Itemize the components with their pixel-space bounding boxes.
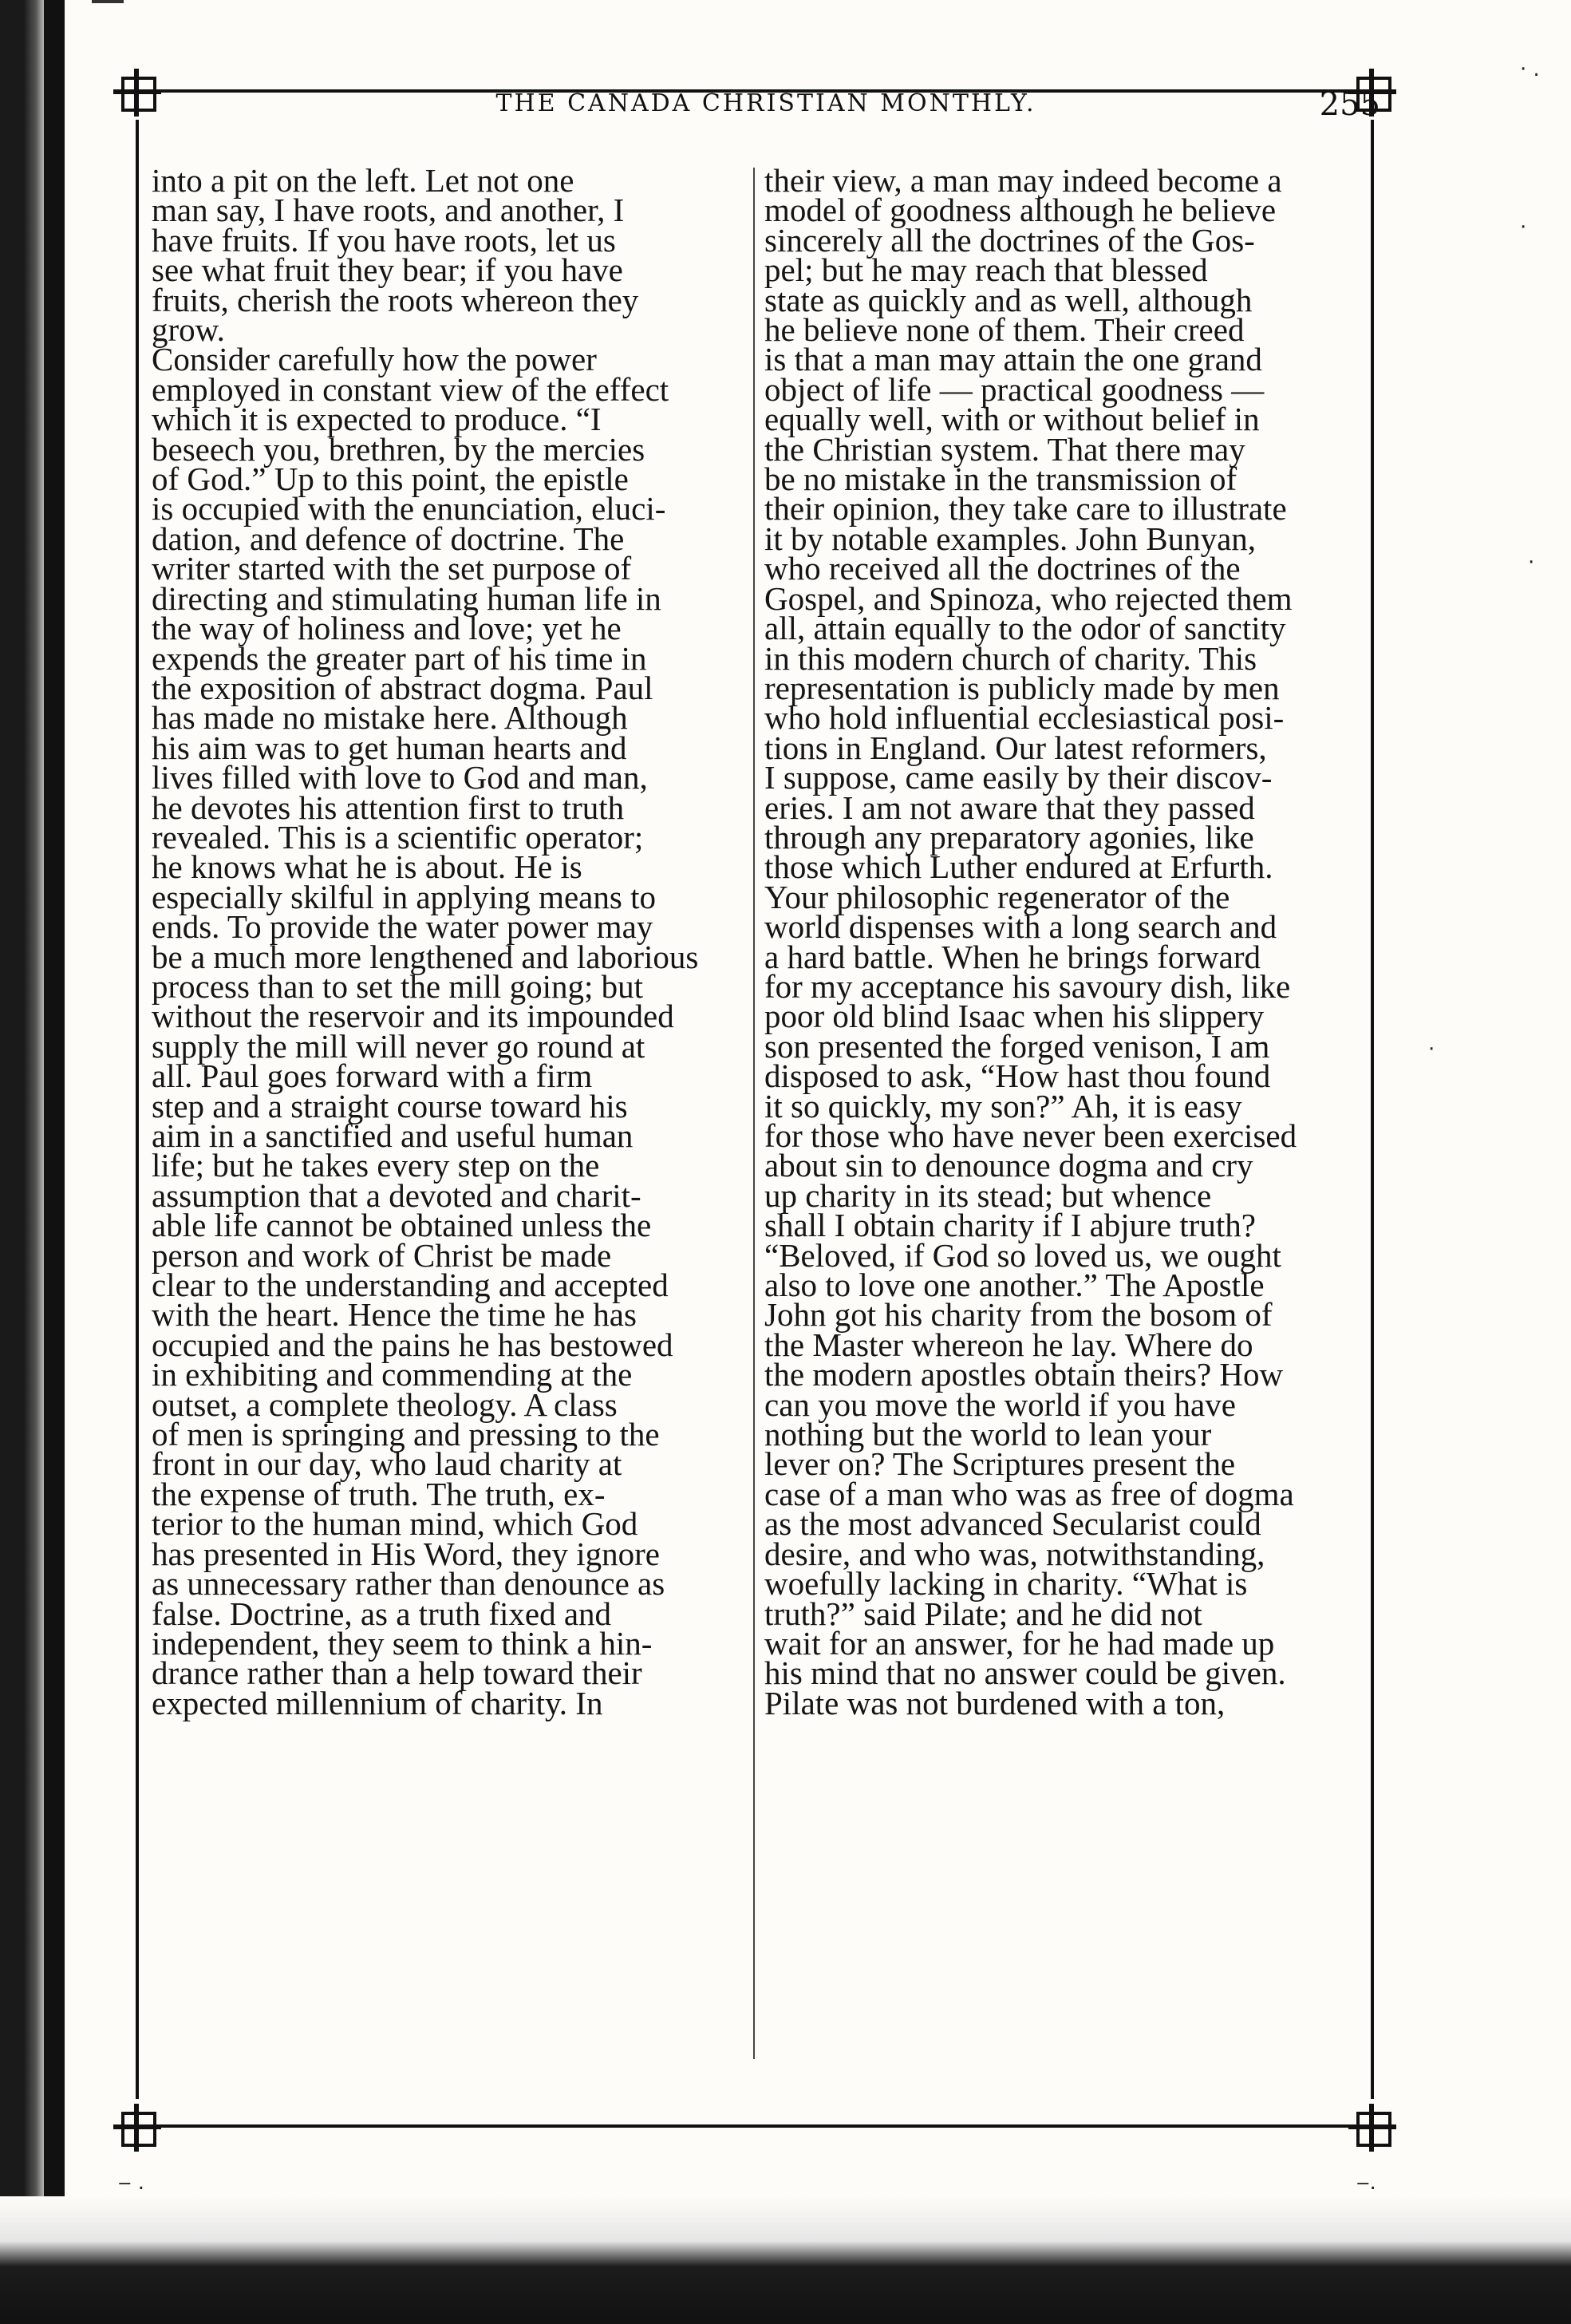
scan-speck: ·	[1520, 215, 1527, 239]
scan-speck: · .	[1520, 57, 1540, 81]
scan-speck: ‒ .	[118, 2171, 145, 2195]
scan-speck: ‒.	[1356, 2171, 1376, 2195]
running-head: THE CANADA CHRISTIAN MONTHLY.	[495, 89, 1036, 117]
frame-right-rule	[1371, 120, 1374, 2099]
scan-bottom-shadow	[0, 2196, 1571, 2324]
scan-speck: ·	[1428, 1038, 1435, 1061]
left-column-text: into a pit on the left. Let not one man say, I have roots, and another, I have fruits. If you have roots, let us see what fruit they bear; if you have fruits, cherish the roots whereon they grow. Consider carefully how the power employed in constant view of the effect which it is expected to produce. “I beseech you, brethren, by the mercies of God.” Up to this point, the epistle is occupied with the enunciation, eluci- dation, and defence of doctrine. The writer started with the set purpose of directing and stimulating human life in the way of holiness and love; yet he expends the greater part of his time in the exposition of abstract dogma. Paul has made no mistake here. Although his aim was to get human hearts and lives filled with love to God and man, he devotes his attention first to truth revealed. This is a scientific operator; he knows what he is about. He is especially skilful in applying means to ends. To provide the water power may be a much more lengthened and laborious process than to set the mill going; but without the reservoir and its impounded supply the mill will never go round at all. Paul goes forward with a firm step and a straight course toward his aim in a sanctified and useful human life; but he takes every step on the assumption that a devoted and charit- able life cannot be obtained unless the person and work of Christ be made clear to the understanding and accepted with the heart. Hence the time he has occupied and the pains he has bestowed in exhibiting and commending at the outset, a complete theology. A class of men is springing and pressing to the front in our day, who laud charity at the expense of truth. The truth, ex- terior to the human mind, which God has presented in His Word, they ignore as unnecessary rather than denounce as false. Doctrine, as a truth fixed and independent, they seem to think a hin- drance rather than a help toward their expected millennium of charity. In	[152, 162, 699, 1721]
right-column-text: their view, a man may indeed become a model of goodness although he believe sincerely all the doctrines of the Gos- pel; but he may reach that blessed state as quickly and as well, although he believe none of them. Their creed is that a man may attain the one grand object of life — practical goodness — equally well, with or without belief in the Christian system. That there may be no mistake in the transmission of their opinion, they take care to illustrate it by notable examples. John Bunyan, who received all the doctrines of the Gospel, and Spinoza, who rejected them all, attain equally to the odor of sanctity in this modern church of charity. This representation is publicly made by men who hold influential ecclesiastical posi- tions in England. Our latest reformers, I suppose, came easily by their discov- eries. I am not aware that they passed through any preparatory agonies, like those which Luther endured at Erfurth. Your philosophic regenerator of the world dispenses with a long search and a hard battle. When he brings forward for my acceptance his savoury dish, like poor old blind Isaac when his slippery son presented the forged venison, I am disposed to ask, “How hast thou found it so quickly, my son?” Ah, it is easy for those who have never been exercised about sin to denounce dogma and cry up charity in its stead; but whence shall I obtain charity if I abjure truth? “Beloved, if God so loved us, we ought also to love one another.” The Apostle John got his charity from the bosom of the Master whereon he lay. Where do the modern apostles obtain theirs? How can you move the world if you have nothing but the world to lean your lever on? The Scriptures present the case of a man who was as free of dogma as the most advanced Secularist could desire, and who was, notwithstanding, woefully lacking in charity. “What is truth?” said Pilate; and he did not wait for an answer, for he had made up his mind that no answer could be given. Pilate was not burdened with a ton,	[764, 162, 1297, 1721]
page-header	[152, 86, 1380, 128]
frame-left-rule	[136, 120, 139, 2099]
corner-ornament-bottom-left	[113, 2104, 161, 2152]
binding-shadow	[44, 0, 65, 2227]
right-column	[764, 162, 1356, 1721]
corner-ornament-bottom-right	[1348, 2104, 1396, 2152]
left-column	[152, 162, 746, 1721]
page-number: 255	[1319, 86, 1380, 123]
scan-mark-top	[92, 0, 124, 3]
frame-bottom-rule	[120, 2124, 1380, 2128]
column-divider	[753, 168, 755, 2059]
scan-speck: ·	[1528, 551, 1535, 575]
scan-left-shadow	[0, 0, 49, 2324]
